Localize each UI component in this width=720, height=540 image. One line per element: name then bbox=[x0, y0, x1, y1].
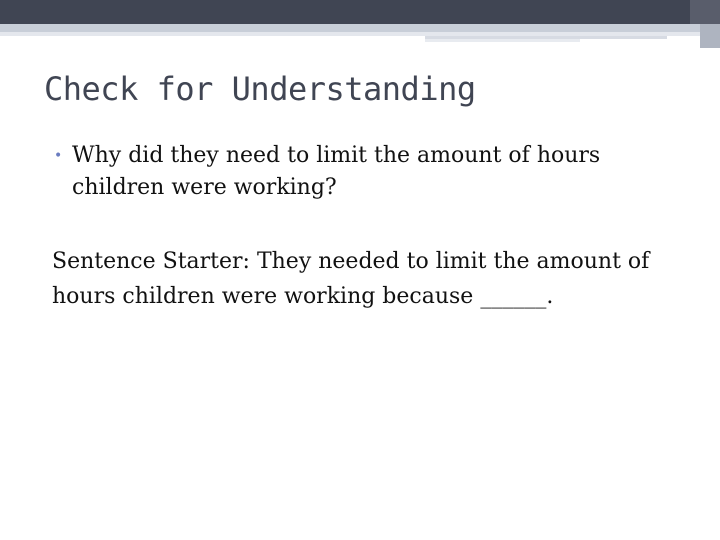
header-band-end bbox=[690, 0, 720, 24]
bullet-marker: • bbox=[54, 148, 63, 164]
slide-title: Check for Understanding bbox=[44, 70, 476, 108]
bullet-text: Why did they need to limit the amount of hours children were working? bbox=[72, 143, 601, 200]
header-accent-line-short bbox=[425, 39, 580, 42]
bullet-item bbox=[54, 140, 684, 204]
sentence-starter: Sentence Starter: They needed to limit the amount of hours children were working because ______. bbox=[52, 249, 650, 309]
header-accent-stripe bbox=[0, 24, 720, 32]
header-band bbox=[0, 0, 720, 24]
header-accent-corner bbox=[700, 24, 720, 48]
